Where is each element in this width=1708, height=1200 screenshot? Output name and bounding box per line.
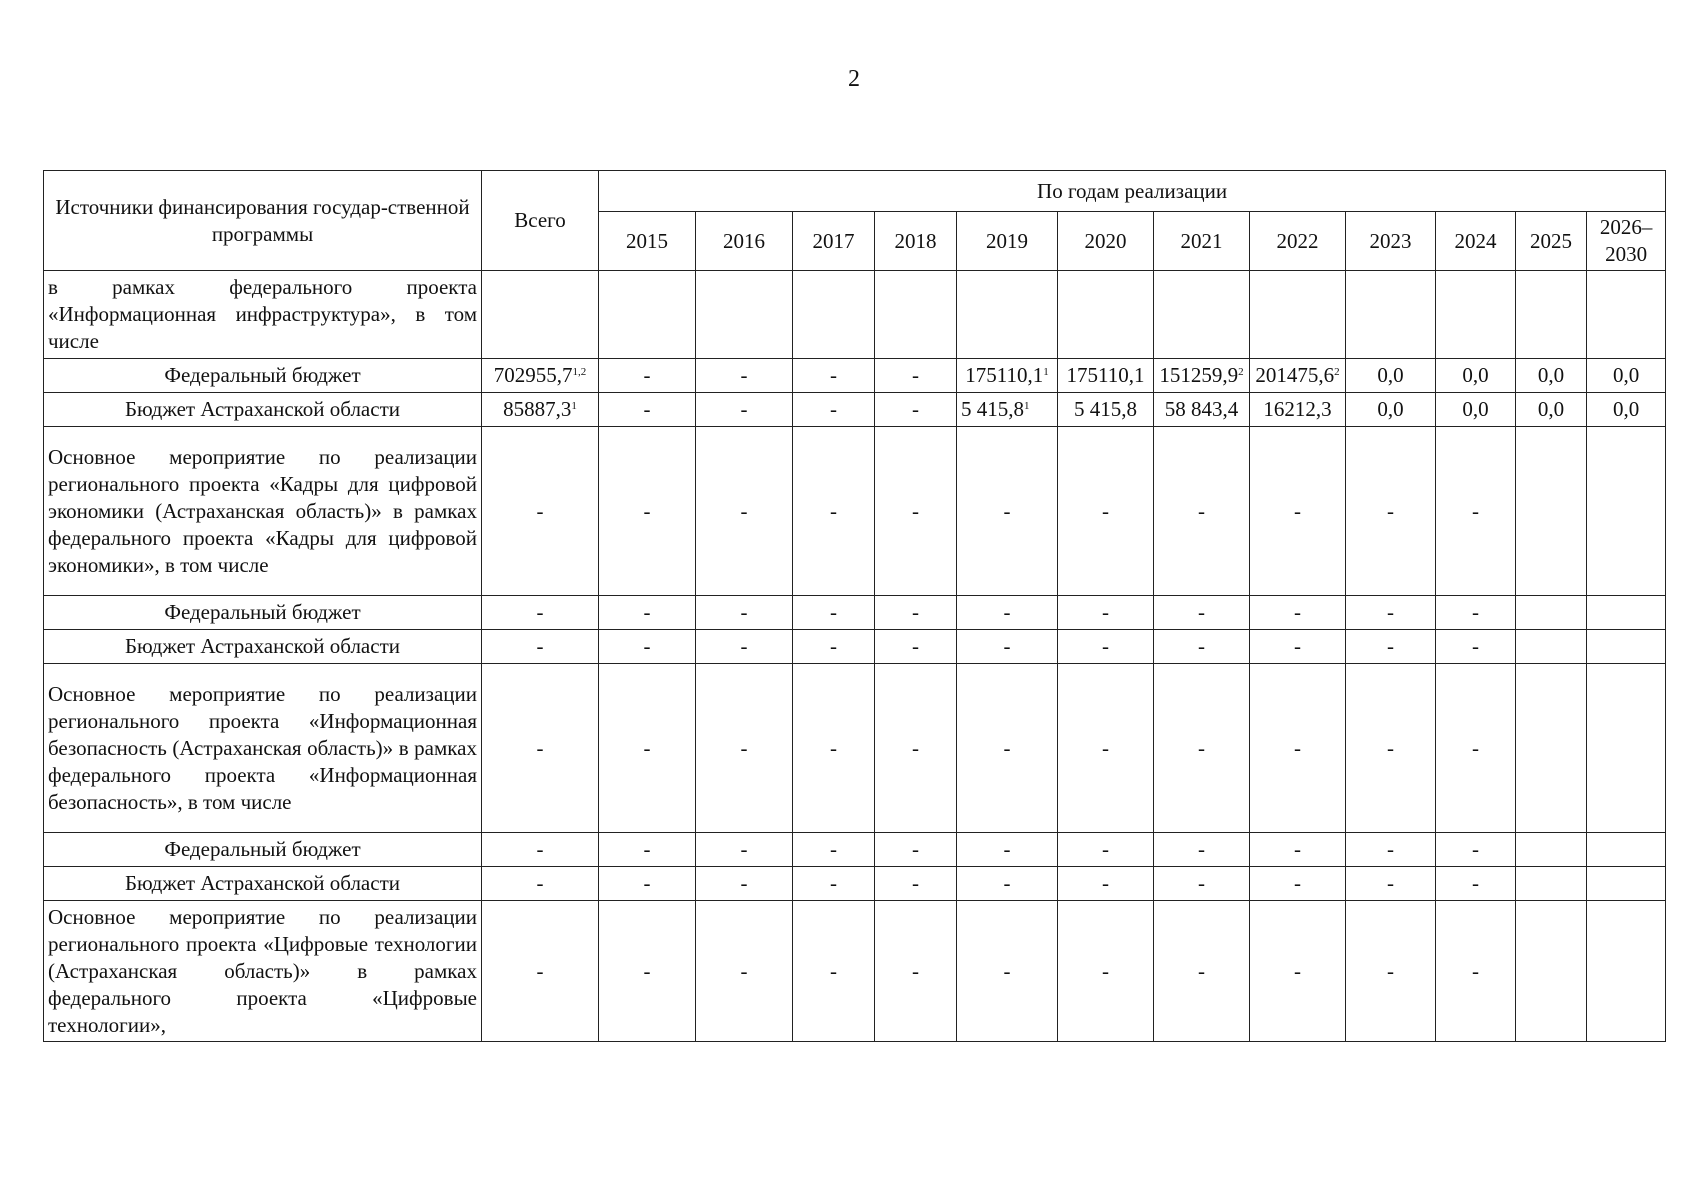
year-cell [1058,901,1154,1042]
table-row [44,833,1666,867]
cell-value: - [643,363,651,387]
cell-value: - [1387,871,1394,895]
cell-value: - [1102,871,1109,895]
cell-value: - [912,498,919,523]
year-cell [1436,833,1516,867]
cell-value: - [536,871,544,895]
cell-value: - [1198,735,1205,760]
year-cell [1516,271,1587,359]
cell-value: 5 415,8 [1074,397,1137,421]
year-cell [1058,596,1154,630]
cell-value: - [912,837,919,861]
year-cell [1346,901,1436,1042]
table-body [44,271,1666,1042]
cell-value: - [1387,735,1394,760]
year-cell [1154,867,1250,901]
total-cell [482,393,599,427]
cell-value: - [912,634,919,658]
year-cell [1587,271,1666,359]
cell-value: - [643,958,651,983]
cell-value: - [912,363,919,387]
cell-value: - [1102,600,1109,624]
cell-value: - [643,634,651,658]
cell-value: - [643,600,651,624]
total-cell [482,901,599,1042]
cell-value: - [912,397,919,421]
cell-value: - [1294,837,1301,861]
total-cell [482,427,599,596]
footnote-mark: 2 [1334,366,1340,378]
cell-value: - [1294,498,1301,523]
year-cell [957,833,1058,867]
cell-value: - [1294,871,1301,895]
cell-value: 151259,9 [1159,363,1239,387]
cell-value: 85887,3 [503,397,572,421]
year-cell [599,833,696,867]
year-cell [875,901,957,1042]
footnote-mark: 1,2 [572,366,587,378]
table-row [44,630,1666,664]
year-cell [599,393,696,427]
year-cell [599,664,696,833]
year-cell [1436,630,1516,664]
table-row [44,393,1666,427]
year-cell [957,901,1058,1042]
year-cell [793,833,875,867]
year-cell [1154,833,1250,867]
total-cell [482,630,599,664]
year-cell [1058,630,1154,664]
year-cell [957,867,1058,901]
cell-value: - [1294,600,1301,624]
year-cell [875,427,957,596]
year-cell [1058,664,1154,833]
cell-value: - [830,735,837,760]
cell-value: - [1003,735,1011,760]
year-cell [793,596,875,630]
year-cell [1516,427,1587,596]
cell-value: 0,0 [1612,363,1640,387]
row-label: Федеральный бюджет [44,596,482,630]
year-cell [1516,833,1587,867]
header-year: 2020 [1058,212,1154,271]
cell-value: - [1472,498,1479,523]
table-row [44,359,1666,393]
year-cell [1154,664,1250,833]
year-cell [957,664,1058,833]
year-cell [1346,427,1436,596]
year-cell [1058,427,1154,596]
cell-value: - [1198,837,1205,861]
year-cell [1154,596,1250,630]
year-cell [1587,427,1666,596]
cell-value: - [912,600,919,624]
year-cell [696,867,793,901]
header-year: 2018 [875,212,957,271]
year-cell [1587,867,1666,901]
year-cell [1346,359,1436,393]
year-cell [599,630,696,664]
year-cell [1346,867,1436,901]
year-cell [1154,630,1250,664]
cell-value: 58 843,4 [1164,397,1239,421]
cell-value: - [1387,600,1394,624]
year-cell [1587,596,1666,630]
year-cell [1250,393,1346,427]
year-cell [793,271,875,359]
year-cell [1436,271,1516,359]
row-label: Федеральный бюджет [44,833,482,867]
header-year: 2015 [599,212,696,271]
total-cell [482,359,599,393]
cell-value: - [1472,634,1479,658]
year-cell [793,867,875,901]
year-cell [696,427,793,596]
header-year: 2017 [793,212,875,271]
cell-value: - [830,498,837,523]
year-cell [1250,867,1346,901]
year-cell [1250,359,1346,393]
cell-value: - [1472,837,1479,861]
year-cell [1436,901,1516,1042]
cell-value: - [830,600,837,624]
cell-value: - [830,397,837,421]
year-cell [957,630,1058,664]
header-year: 2019 [957,212,1058,271]
cell-value: - [536,600,544,624]
row-label: Основное мероприятие по реализации регионального проекта «Цифровые технологии (Астраханская область)» в рамках федерального проекта «Цифровые технологии», [44,901,482,1042]
cell-value: 16212,3 [1263,397,1332,421]
row-label: Бюджет Астраханской области [44,630,482,664]
cell-value: - [1003,600,1011,624]
cell-value: - [1387,958,1394,983]
cell-value: 0,0 [1377,397,1404,421]
footnote-mark: 2 [1238,366,1244,378]
financing-table [43,170,1666,1042]
year-cell [1346,393,1436,427]
year-cell [1436,664,1516,833]
cell-value: - [1102,735,1109,760]
cell-value: 0,0 [1537,397,1565,421]
year-cell [1250,596,1346,630]
cell-value: - [830,958,837,983]
year-cell [696,271,793,359]
cell-value: - [536,958,544,983]
row-label: в рамках федерального проекта «Информационная инфраструктура», в том числе [44,271,482,359]
cell-value: - [1472,871,1479,895]
cell-value: - [643,735,651,760]
cell-value: - [740,363,748,387]
header-year: 2025 [1516,212,1587,271]
cell-value: - [830,837,837,861]
year-cell [875,664,957,833]
cell-value: - [740,958,748,983]
year-cell [1436,596,1516,630]
cell-value: - [1472,735,1479,760]
cell-value: 0,0 [1462,363,1489,387]
cell-value: 0,0 [1537,363,1565,387]
row-label: Основное мероприятие по реализации регионального проекта «Кадры для цифровой экономики (Астраханская область)» в рамках федерального проекта «Кадры для цифровой экономики», в том числе [44,427,482,596]
cell-value: - [536,735,544,760]
year-cell [599,427,696,596]
page-number: 2 [848,66,860,92]
header-year: 2022 [1250,212,1346,271]
year-cell [1058,359,1154,393]
cell-value: - [740,634,748,658]
year-cell [1346,271,1436,359]
table-row [44,867,1666,901]
year-cell [957,393,1058,427]
header-by-years: По годам реализации [599,171,1666,212]
year-cell [1058,393,1154,427]
cell-value: - [1472,958,1479,983]
year-cell [793,664,875,833]
year-cell [1587,664,1666,833]
year-cell [1346,833,1436,867]
year-cell [1516,867,1587,901]
year-cell [1516,596,1587,630]
year-cell [1516,664,1587,833]
header-year: 2016 [696,212,793,271]
cell-value: - [912,735,919,760]
year-cell [696,596,793,630]
cell-value: - [1387,498,1394,523]
row-label: Бюджет Астраханской области [44,867,482,901]
cell-value: - [1198,600,1205,624]
cell-value: - [1387,634,1394,658]
year-cell [1346,630,1436,664]
year-cell [1587,393,1666,427]
year-cell [696,901,793,1042]
year-cell [696,664,793,833]
table-row [44,271,1666,359]
cell-value: - [740,837,748,861]
year-cell [599,901,696,1042]
cell-value: - [1102,837,1109,861]
year-cell [875,393,957,427]
year-cell [1516,630,1587,664]
cell-value: 201475,6 [1255,363,1335,387]
cell-value: - [1294,958,1301,983]
row-label: Федеральный бюджет [44,359,482,393]
row-label: Основное мероприятие по реализации регионального проекта «Информационная безопасность (Астраханская область)» в рамках федерального проекта «Информационная безопасность», в том числе [44,664,482,833]
year-cell [1250,664,1346,833]
year-cell [599,359,696,393]
year-cell [599,271,696,359]
year-cell [1058,867,1154,901]
cell-value: - [1003,634,1011,658]
header-year: 2021 [1154,212,1250,271]
year-cell [875,271,957,359]
year-cell [1058,271,1154,359]
cell-value: - [912,871,919,895]
cell-value: - [1003,871,1011,895]
cell-value: - [536,837,544,861]
cell-value: - [830,871,837,895]
cell-value: - [1003,958,1011,983]
year-cell [1058,833,1154,867]
cell-value: - [1198,634,1205,658]
year-cell [957,271,1058,359]
footnote-mark: 1 [571,400,577,412]
header-year: 2026–2030 [1587,212,1666,271]
total-cell [482,596,599,630]
year-cell [1250,833,1346,867]
year-cell [599,596,696,630]
year-cell [696,630,793,664]
cell-value: 175110,1 [1066,363,1145,387]
cell-value: 702955,7 [493,363,573,387]
cell-value: - [536,498,544,523]
cell-value: - [643,871,651,895]
cell-value: - [643,498,651,523]
cell-value: 5 415,8 [961,397,1024,421]
year-cell [1587,359,1666,393]
cell-value: - [1198,498,1205,523]
year-cell [1154,271,1250,359]
year-cell [1154,393,1250,427]
header-year: 2024 [1436,212,1516,271]
year-cell [1516,393,1587,427]
year-cell [1154,901,1250,1042]
year-cell [1346,596,1436,630]
year-cell [1436,393,1516,427]
table-row [44,901,1666,1042]
year-cell [957,427,1058,596]
cell-value: - [1198,871,1205,895]
cell-value: - [740,600,748,624]
cell-value: 175110,1 [965,363,1044,387]
cell-value: - [1387,837,1394,861]
header-sources: Источники финансирования государ-ственной программы [44,171,482,271]
cell-value: - [643,397,651,421]
year-cell [793,630,875,664]
year-cell [957,359,1058,393]
cell-value: - [740,735,748,760]
year-cell [875,867,957,901]
cell-value: - [1198,958,1205,983]
year-cell [793,427,875,596]
footnote-mark: 1 [1043,366,1049,378]
year-cell [875,596,957,630]
cell-value: - [1003,837,1011,861]
cell-value: - [536,634,544,658]
year-cell [793,393,875,427]
cell-value: - [1472,600,1479,624]
header-total: Всего [482,171,599,271]
year-cell [599,867,696,901]
year-cell [1436,359,1516,393]
year-cell [1154,359,1250,393]
cell-value: - [1102,634,1109,658]
year-cell [793,901,875,1042]
total-cell [482,271,599,359]
year-cell [696,359,793,393]
table-row [44,427,1666,596]
table-row [44,596,1666,630]
year-cell [1154,427,1250,596]
total-cell [482,833,599,867]
header-year: 2023 [1346,212,1436,271]
cell-value: - [1294,634,1301,658]
year-cell [1516,901,1587,1042]
year-cell [875,833,957,867]
cell-value: - [912,958,919,983]
cell-value: - [643,837,651,861]
cell-value: - [830,363,837,387]
cell-value: - [740,397,748,421]
year-cell [875,359,957,393]
year-cell [1516,359,1587,393]
year-cell [696,833,793,867]
cell-value: 0,0 [1612,397,1640,421]
cell-value: - [1003,498,1011,523]
cell-value: - [1102,958,1109,983]
year-cell [1587,901,1666,1042]
year-cell [957,596,1058,630]
cell-value: 0,0 [1377,363,1404,387]
year-cell [1587,630,1666,664]
year-cell [1250,427,1346,596]
footnote-mark: 1 [1024,400,1030,412]
cell-value: - [1294,735,1301,760]
cell-value: 0,0 [1462,397,1489,421]
cell-value: - [830,634,837,658]
year-cell [1346,664,1436,833]
total-cell [482,664,599,833]
row-label: Бюджет Астраханской области [44,393,482,427]
total-cell [482,867,599,901]
year-cell [1250,271,1346,359]
cell-value: - [740,498,748,523]
table-row [44,664,1666,833]
year-cell [875,630,957,664]
cell-value: - [740,871,748,895]
cell-value: - [1102,498,1109,523]
year-cell [696,393,793,427]
year-cell [793,359,875,393]
year-cell [1436,427,1516,596]
year-cell [1587,833,1666,867]
year-cell [1436,867,1516,901]
year-cell [1250,630,1346,664]
year-cell [1250,901,1346,1042]
